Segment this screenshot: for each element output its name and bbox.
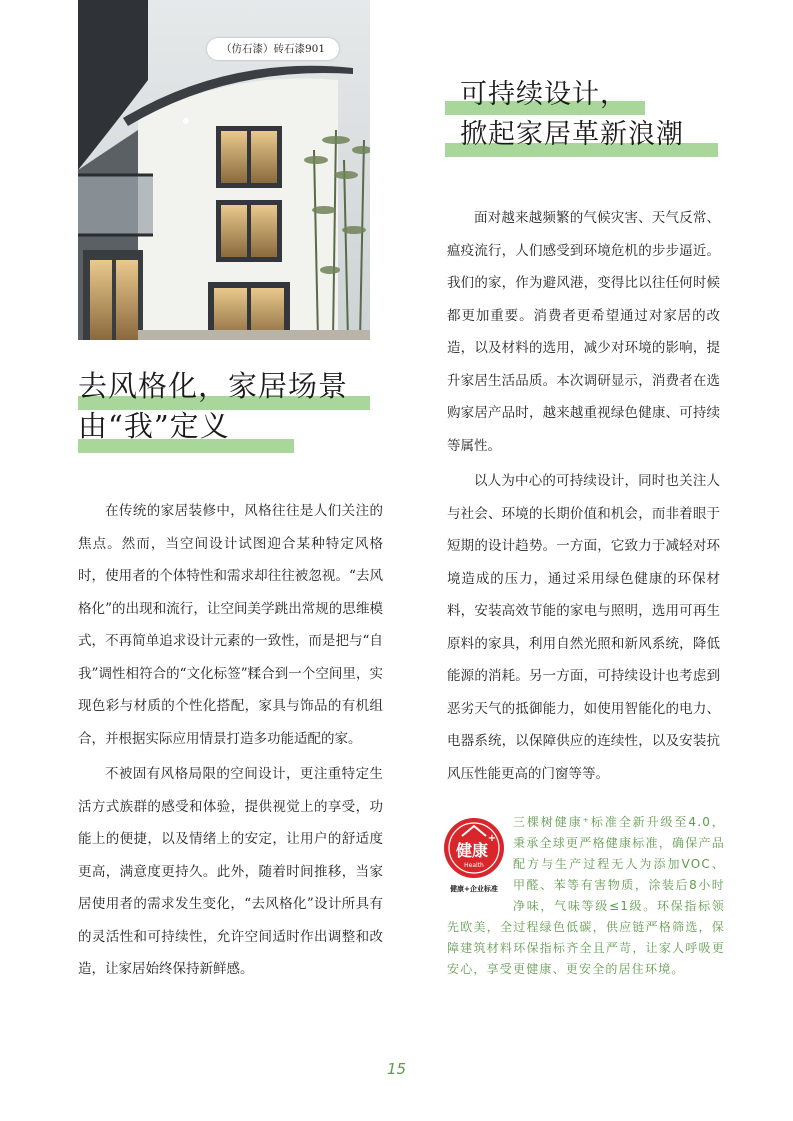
health-standard-note: 三棵树健康⁺标准全新升级至4.0，秉承全球更严格健康标准，确保产品配方与生产过程无人为添加VOC、甲醛、苯等有害物质，涂装后8小时净味，气味等级≤1级。环保指标领先欧美，全过程绿色低碳，供应链严格筛选，保障建筑材料环保指标齐全且严苛，让家人呼吸更安心，享受更健康、更安全的居住环境。 bbox=[447, 815, 725, 976]
left-heading-line-1: 去风格化，家居场景 bbox=[78, 366, 348, 406]
badge-main-text: 健康 bbox=[455, 841, 489, 860]
right-paragraph-2: 以人为中心的可持续设计，同时也关注人与社会、环境的长期价值和机会，而非着眼于短期的设计趋势。一方面，它致力于减轻对环境造成的压力，通过采用绿色健康的环保材料，安装高效节能的家电与照明，选用可再生原料的家具，利用自然光照和新风系统，降低能源的消耗。另一方面，可持续设计也考虑到恶劣天气的抵御能力，如使用智能化的电力、电器系统，以保障供应的连续性，以及安装抗风压性能更高的门窗等等。 bbox=[447, 473, 720, 782]
right-heading-line-1: 可持续设计， bbox=[460, 75, 684, 115]
left-heading-line-2: 由“我”定义 bbox=[78, 406, 348, 446]
left-heading bbox=[78, 366, 348, 446]
product-label: （仿石漆）砖石漆901 bbox=[207, 38, 339, 60]
right-heading bbox=[460, 75, 684, 155]
right-paragraph-1: 面对越来越频繁的气候灾害、天气反常、瘟疫流行，人们感受到环境危机的步步逼近。我们的家，作为避风港，变得比以往任何时候都更加重要。消费者更希望通过对家居的改造，以及材料的选用，减少对环境的影响，提升家居生活品质。本次调研显示，消费者在选购家居产品时，越来越重视绿色健康、可持续等属性。 bbox=[447, 210, 720, 454]
right-column-text bbox=[447, 202, 720, 793]
left-column-text bbox=[78, 495, 383, 989]
right-heading-line-2: 掀起家居革新浪潮 bbox=[460, 115, 684, 155]
left-paragraph-1: 在传统的家居装修中，风格往往是人们关注的焦点。然而，当空间设计试图迎合某种特定风格时，使用者的个体特性和需求却往往被忽视。“去风格化”的出现和流行，让空间美学跳出常规的思维模式，不再简单追求设计元素的一致性，而是把与“自我”调性相符合的“文化标签”糅合到一个空间里，实现色彩与材质的个性化搭配，家具与饰品的有机组合，并根据实际应用情景打造多功能适配的家。 bbox=[78, 503, 383, 747]
label-pin-dot bbox=[183, 118, 189, 124]
page-number: 15 bbox=[386, 1060, 407, 1078]
badge-caption-text: 健康+企业标准 bbox=[450, 885, 498, 893]
badge-sub-text: Health bbox=[464, 862, 484, 869]
left-paragraph-2: 不被固有风格局限的空间设计，更注重特定生活方式族群的感受和体验，提供视觉上的享受，功能上的便捷，以及情绪上的安定，让用户的舒适度更高，满意度更持久。此外，随着时间推移，当家居使用者的需求发生变化，“去风格化”设计所具有的灵活性和可持续性，允许空间适时作出调整和改造，让家居始终保持新鲜感。 bbox=[78, 766, 383, 977]
badge-plus-text: + bbox=[487, 833, 497, 844]
